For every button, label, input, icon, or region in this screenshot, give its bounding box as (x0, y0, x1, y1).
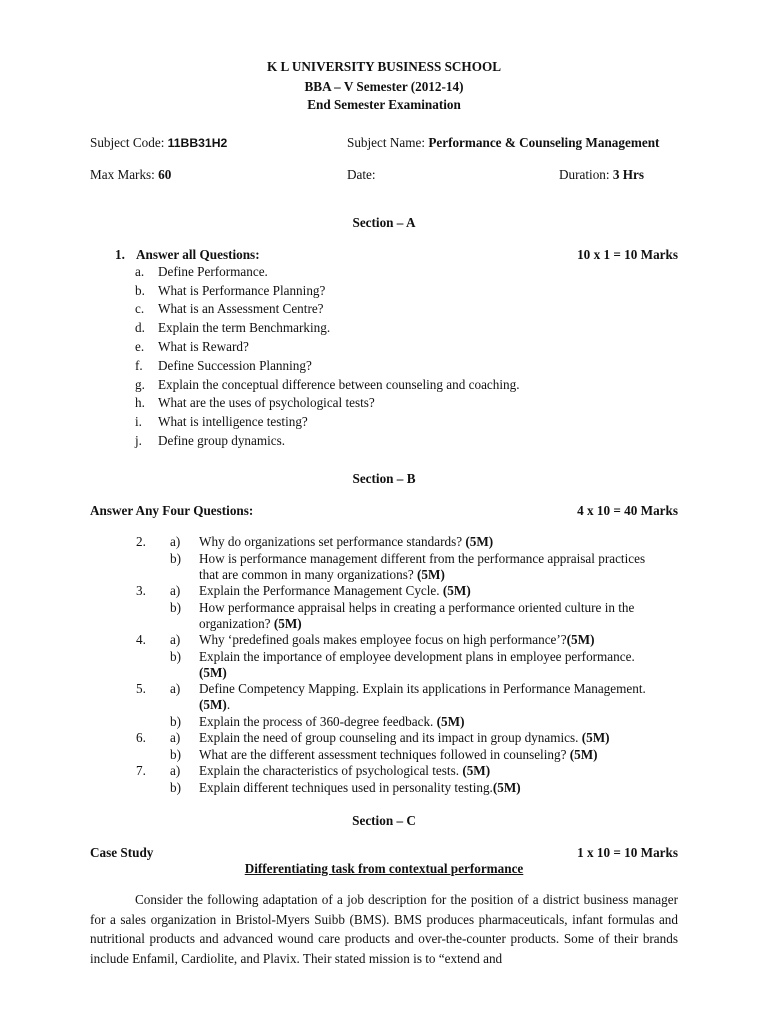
case-title: Differentiating task from contextual performance (244, 861, 524, 876)
section-a-title: Section – A (352, 215, 416, 230)
subject-name-value: Performance & Counseling Management (428, 135, 660, 150)
list-item: Explain the conceptual difference between counseling and coaching. (158, 377, 520, 392)
list-item-letter: c. (135, 301, 145, 316)
program-semester: BBA – V Semester (2012-14) (304, 79, 464, 94)
list-item-letter: g. (135, 377, 145, 392)
list-item-letter: b. (135, 283, 145, 298)
sub-letter: a) (170, 583, 181, 598)
section-b-title: Section – B (352, 471, 416, 486)
subject-name (347, 134, 659, 151)
sub-letter: b) (170, 551, 181, 566)
university-name: K L UNIVERSITY BUSINESS SCHOOL (266, 59, 502, 74)
q1-title: Answer all Questions: (136, 247, 260, 262)
question-text: What are the different assessment techniques followed in counseling? (5M) (199, 747, 598, 762)
max-marks (90, 166, 171, 183)
max-marks-label: Max Marks: (90, 167, 155, 182)
sub-letter: a) (170, 681, 181, 696)
list-item-letter: h. (135, 395, 145, 410)
question-number: 6. (136, 730, 146, 745)
list-item-letter: e. (135, 339, 145, 354)
question-number: 5. (136, 681, 146, 696)
sub-letter: a) (170, 730, 181, 745)
question-text: Explain the characteristics of psychological tests. (5M) (199, 763, 491, 778)
duration-label: Duration: (559, 167, 610, 182)
duration (559, 166, 644, 183)
question-marks: (5M) (199, 665, 227, 680)
sub-letter: a) (170, 534, 181, 549)
sub-letter: b) (170, 600, 181, 615)
question-text: Why ‘predefined goals makes employee focus on high performance’?(5M) (199, 632, 595, 647)
subject-code (90, 134, 227, 152)
section-a-marks: 10 x 1 = 10 Marks (577, 247, 678, 262)
list-item: Define Performance. (158, 264, 268, 279)
sub-letter: b) (170, 714, 181, 729)
question-text: Explain different techniques used in personality testing.(5M) (199, 780, 521, 795)
list-item-letter: d. (135, 320, 145, 335)
list-item: Define Succession Planning? (158, 358, 312, 373)
sub-letter: b) (170, 649, 181, 664)
list-item-letter: a. (135, 264, 145, 279)
list-item: What is Reward? (158, 339, 249, 354)
list-item: What is an Assessment Centre? (158, 301, 324, 316)
question-number: 7. (136, 763, 146, 778)
question-marks: (5M). (199, 697, 231, 712)
case-paragraph: Consider the following adaptation of a job description for the position of a district business manager for a sales organization in Bristol-Myers Suibb (BMS). BMS produces pharmaceuticals, infant formulas and nutritional products and advanced wound care products and over-the-counter products. Some of their brands include Enfamil, Cardiolite, and Plavix. Their stated mission is to “extend and (90, 892, 678, 966)
question-text: Explain the process of 360-degree feedback. (5M) (199, 714, 465, 729)
list-item-letter: f. (135, 358, 143, 373)
list-item-letter: j. (135, 433, 142, 448)
max-marks-value: 60 (158, 167, 172, 182)
section-b-marks: 4 x 10 = 40 Marks (577, 503, 678, 518)
duration-value: 3 Hrs (612, 167, 644, 182)
list-item: What are the uses of psychological tests? (158, 395, 375, 410)
question-text: How performance appraisal helps in creating a performance oriented culture in the (199, 600, 635, 615)
question-text: How is performance management different from the performance appraisal practices (199, 551, 646, 566)
question-text: Define Competency Mapping. Explain its applications in Performance Management. (199, 681, 646, 696)
section-c-marks: 1 x 10 = 10 Marks (577, 845, 678, 860)
question-text: Explain the Performance Management Cycle. (5M) (199, 583, 471, 598)
list-item: What is intelligence testing? (158, 414, 308, 429)
subject-code-value: 11BB31H2 (167, 136, 228, 150)
subject-code-label: Subject Code: (90, 135, 165, 150)
subject-name-label: Subject Name: (347, 135, 426, 150)
question-number: 2. (136, 534, 146, 549)
list-item: Define group dynamics. (158, 433, 286, 448)
question-text: Explain the importance of employee development plans in employee performance. (199, 649, 635, 664)
exam-title: End Semester Examination (307, 97, 461, 112)
section-b-instruction: Answer Any Four Questions: (90, 503, 254, 518)
case-study-label: Case Study (90, 845, 154, 860)
sub-letter: b) (170, 780, 181, 795)
sub-letter: a) (170, 763, 181, 778)
sub-letter: a) (170, 632, 181, 647)
question-number: 3. (136, 583, 146, 598)
question-number: 4. (136, 632, 146, 647)
list-item: What is Performance Planning? (158, 283, 326, 298)
question-text: Why do organizations set performance standards? (5M) (199, 534, 494, 549)
section-c-title: Section – C (352, 813, 416, 828)
question-text-cont: organization? (5M) (199, 616, 302, 631)
list-item: Explain the term Benchmarking. (158, 320, 331, 335)
q1-number: 1. (115, 247, 125, 262)
sub-letter: b) (170, 747, 181, 762)
list-item-letter: i. (135, 414, 142, 429)
question-text-cont: that are common in many organizations? (5M) (199, 567, 445, 582)
date-label: Date: (347, 167, 376, 182)
question-text: Explain the need of group counseling and its impact in group dynamics. (5M) (199, 730, 610, 745)
